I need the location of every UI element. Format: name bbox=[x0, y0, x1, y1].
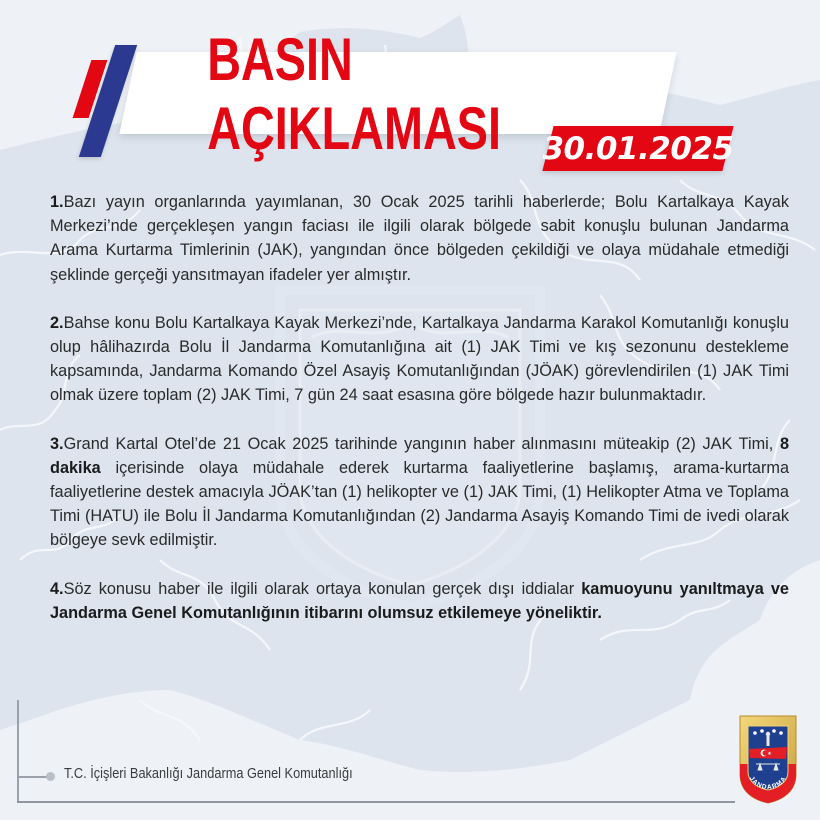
paragraph-2 bbox=[50, 311, 789, 408]
paragraph-3 bbox=[50, 432, 789, 553]
paragraph-text: Bazı yayın organlarında yayımlanan, 30 Ocak 2025 tarihli haberlerde; Bolu Kartalkaya Kayak Merkezi’nde gerçekleşen yangın faciası ile ilgili olarak bölgede sabit konuşlu bulunan Jandarma Arama Kurtarma Timlerinin (JAK), yangından önce bölgeden çekildiği ve olaya müdahale etmediği şeklinde gerçeği yansıtmayan ifadeler yer almıştır. bbox=[50, 193, 789, 284]
paragraph-1 bbox=[50, 190, 789, 287]
paragraph-text: Bahse konu Bolu Kartalkaya Kayak Merkezi’nde, Kartalkaya Jandarma Karakol Komutanlığı konuşlu olup hâlihazırda Bolu İl Jandarma Komutanlığına ait (1) JAK Timi ve kış sezonunu destekleme kapsamında, Jandarma Komando Özel Asayiş Komutanlığından (JÖAK) görevlendirilen (1) JAK Timi olmak üzere toplam (2) JAK Timi, 7 gün 24 saat esasına göre bölgede hazır bulunmaktadır. bbox=[50, 313, 789, 405]
jandarma-emblem-icon bbox=[738, 712, 798, 804]
footer-frame-vertical bbox=[17, 700, 19, 803]
paragraph-number: 2. bbox=[50, 313, 64, 332]
header-banner bbox=[0, 0, 820, 190]
date-label: 30.01.2025 bbox=[542, 130, 734, 167]
page-title: BASIN AÇIKLAMASI bbox=[207, 26, 501, 162]
paragraph-text: Söz konusu haber ile ilgili olarak ortaya konulan gerçek dışı iddialar bbox=[63, 579, 582, 598]
statement-body bbox=[50, 190, 789, 649]
paragraph-number: 3. bbox=[50, 434, 64, 453]
footer-connector-line bbox=[19, 776, 47, 778]
paragraph-4 bbox=[50, 577, 789, 625]
footer-organization-name: T.C. İçişleri Bakanlığı Jandarma Genel Komutanlığı bbox=[64, 766, 353, 782]
paragraph-number: 1. bbox=[50, 193, 64, 211]
paragraph-text: içerisinde olaya müdahale ederek kurtarma faaliyetlerine başlamış, arama-kurtarma faaliyetlerine destek amacıyla JÖAK’tan (1) helikopter ve (1) JAK Timi, (1) Helikopter Atma ve Toplama Timi (HATU) ile Bolu İl Jandarma Komutanlığından (2) Jandarma Asayiş Komando Timi de ivedi olarak bölgeye sevk edilmiştir. bbox=[50, 458, 789, 550]
highlight-conclusion: kamuoyunu yanıltmaya ve Jandarma Genel Komutanlığının itibarını olumsuz etkilemeye yöneliktir. bbox=[50, 579, 789, 622]
logo-label: JANDARMA bbox=[747, 775, 789, 792]
paragraph-text: Grand Kartal Otel’de 21 Ocak 2025 tarihinde yangının haber alınmasını müteakip (2) JAK Timi, bbox=[63, 434, 780, 453]
footer-frame-horizontal bbox=[17, 801, 735, 803]
footer-bullet-dot bbox=[46, 772, 55, 781]
highlight-duration: 8 dakika bbox=[50, 434, 789, 477]
paragraph-number: 4. bbox=[50, 579, 64, 598]
